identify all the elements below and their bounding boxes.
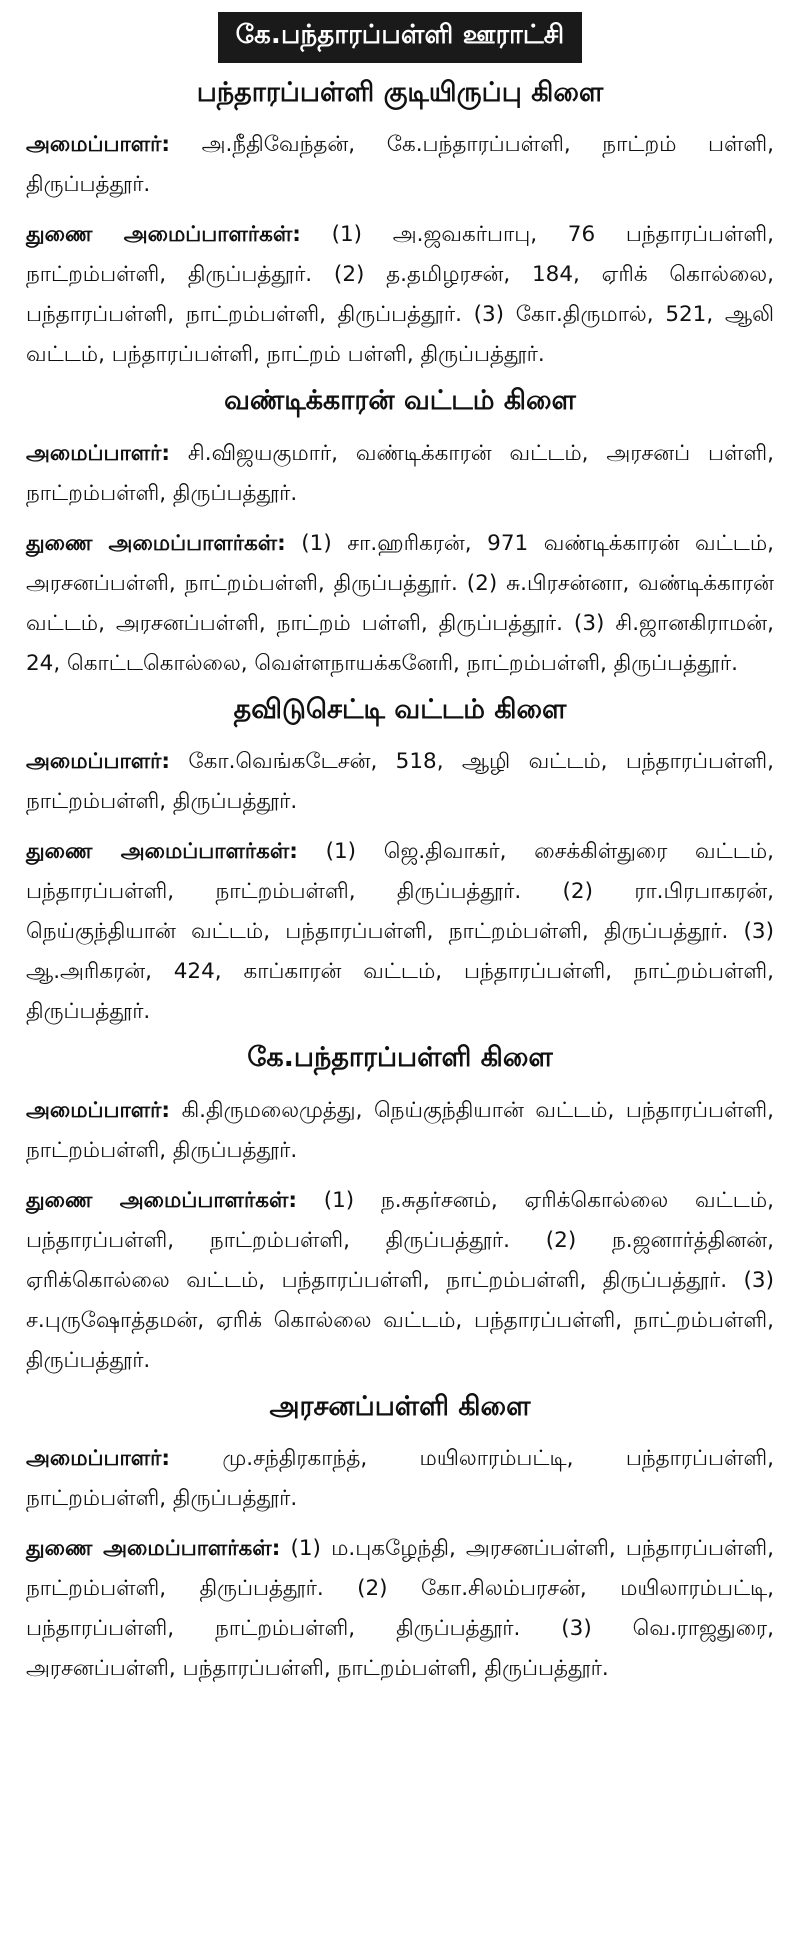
organizer-text: சி.விஜயகுமார், வண்டிக்காரன் வட்டம், அரசனப் பள்ளி, நாட்றம்பள்ளி, திருப்பத்தூர். <box>26 440 774 506</box>
deputies-text: (1) அ.ஜவகர்பாபு, 76 பந்தாரப்பள்ளி, நாட்றம்பள்ளி, திருப்பத்தூர். (2) த.தமிழரசன், 184, ஏரிக் கொல்லை, பந்தாரப்பள்ளி, நாட்றம்பள்ளி, திருப்பத்தூர். (3) கோ.திருமால், 521, ஆலி வட்டம், பந்தாரப்பள்ளி, நாட்றம் பள்ளி, திருப்பத்தூர். <box>26 222 774 368</box>
branch-section <box>26 77 774 375</box>
branch-title: தவிடுசெட்டி வட்டம் கிளை <box>233 693 567 725</box>
branch-section <box>26 385 774 683</box>
branch-title: அரசனப்பள்ளி கிளை <box>269 1390 531 1422</box>
deputies-paragraph <box>26 524 774 684</box>
deputies-label: துணை அமைப்பாளர்கள்: <box>26 1187 297 1213</box>
branch-title: கே.பந்தாரப்பள்ளி கிளை <box>247 1042 553 1074</box>
organizer-paragraph <box>26 742 774 822</box>
deputies-label: துணை அமைப்பாளர்கள்: <box>26 839 298 865</box>
organizer-paragraph <box>26 1091 774 1171</box>
organizer-label: அமைப்பாளர்: <box>26 132 171 158</box>
deputies-label: துணை அமைப்பாளர்கள்: <box>26 1535 281 1561</box>
organizer-text: அ.நீதிவேந்தன், கே.பந்தாரப்பள்ளி, நாட்றம் பள்ளி, திருப்பத்தூர். <box>26 132 774 198</box>
branch-title: பந்தாரப்பள்ளி குடியிருப்பு கிளை <box>196 77 604 108</box>
banner-wrap <box>26 12 774 63</box>
organizer-paragraph <box>26 125 774 205</box>
organizer-text: கோ.வெங்கடேசன், 518, ஆழி வட்டம், பந்தாரப்பள்ளி, நாட்றம்பள்ளி, திருப்பத்தூர். <box>26 749 774 815</box>
organizer-label: அமைப்பாளர்: <box>26 1097 171 1123</box>
branch-title: வண்டிக்காரன் வட்டம் கிளை <box>224 385 576 417</box>
organizer-label: அமைப்பாளர்: <box>26 440 171 466</box>
deputies-label: துணை அமைப்பாளர்கள்: <box>26 530 286 556</box>
deputies-paragraph <box>26 215 774 375</box>
deputies-text: (1) ம.புகழேந்தி, அரசனப்பள்ளி, பந்தாரப்பள்ளி, நாட்றம்பள்ளி, திருப்பத்தூர். (2) கோ.சிலம்பரசன், மயிலாரம்பட்டி, பந்தாரப்பள்ளி, நாட்றம்பள்ளி, திருப்பத்தூர். (3) வெ.ராஜதுரை, அரசனப்பள்ளி, பந்தாரப்பள்ளி, நாட்றம்பள்ளி, திருப்பத்தூர். <box>26 1535 774 1681</box>
branch-section <box>26 1042 774 1380</box>
organizer-paragraph <box>26 1439 774 1519</box>
deputies-text: (1) சா.ஹரிகரன், 971 வண்டிக்காரன் வட்டம், அரசனப்பள்ளி, நாட்றம்பள்ளி, திருப்பத்தூர். (2) சு.பிரசன்னா, வண்டிக்காரன் வட்டம், அரசனப்பள்ளி, நாட்றம் பள்ளி, திருப்பத்தூர். (3) சி.ஜானகிராமன், 24, கொட்டகொல்லை, வெள்ளநாயக்கனேரி, நாட்றம்பள்ளி, திருப்பத்தூர். <box>26 530 774 676</box>
deputies-text: (1) ஜெ.திவாகர், சைக்கிள்துரை வட்டம், பந்தாரப்பள்ளி, நாட்றம்பள்ளி, திருப்பத்தூர். (2) ரா.பிரபாகரன், நெய்குந்தியான் வட்டம், பந்தாரப்பள்ளி, நாட்றம்பள்ளி, திருப்பத்தூர். (3) ஆ.அரிகரன், 424, காப்காரன் வட்டம், பந்தாரப்பள்ளி, நாட்றம்பள்ளி, திருப்பத்தூர். <box>26 839 774 1025</box>
branch-section <box>26 1391 774 1689</box>
organizer-label: அமைப்பாளர்: <box>26 1445 171 1471</box>
deputies-paragraph <box>26 832 774 1032</box>
deputies-label: துணை அமைப்பாளர்கள்: <box>26 222 301 248</box>
page-title-banner: கே.பந்தாரப்பள்ளி ஊராட்சி <box>218 12 583 63</box>
deputies-paragraph <box>26 1529 774 1689</box>
branch-section <box>26 694 774 1032</box>
deputies-text: (1) ந.சுதர்சனம், ஏரிக்கொல்லை வட்டம், பந்தாரப்பள்ளி, நாட்றம்பள்ளி, திருப்பத்தூர். (2) ந.ஜனார்த்தினன், ஏரிக்கொல்லை வட்டம், பந்தாரப்பள்ளி, நாட்றம்பள்ளி, திருப்பத்தூர். (3) ச.புருஷோத்தமன், ஏரிக் கொல்லை வட்டம், பந்தாரப்பள்ளி, நாட்றம்பள்ளி, திருப்பத்தூர். <box>26 1187 774 1373</box>
organizer-text: மு.சந்திரகாந்த், மயிலாரம்பட்டி, பந்தாரப்பள்ளி, நாட்றம்பள்ளி, திருப்பத்தூர். <box>26 1445 774 1511</box>
deputies-paragraph <box>26 1181 774 1381</box>
organizer-text: கி.திருமலைமுத்து, நெய்குந்தியான் வட்டம், பந்தாரப்பள்ளி, நாட்றம்பள்ளி, திருப்பத்தூர். <box>26 1097 774 1163</box>
organizer-paragraph <box>26 434 774 514</box>
organizer-label: அமைப்பாளர்: <box>26 749 171 775</box>
